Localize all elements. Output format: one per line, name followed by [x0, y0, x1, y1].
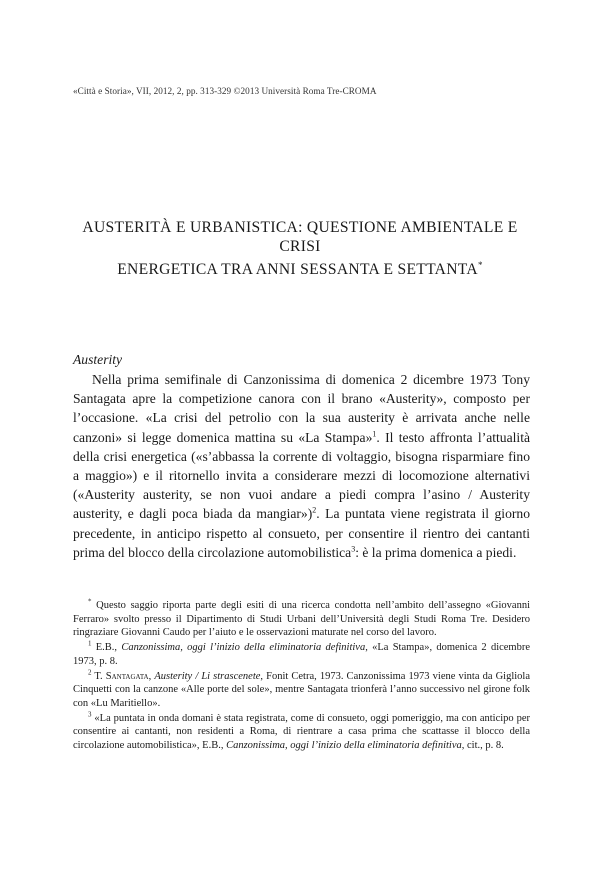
title-footnote-mark: *: [477, 260, 483, 270]
footnote-1-author: E.B.,: [91, 642, 122, 654]
footnote-star: [73, 599, 530, 640]
footnote-1-article-title: Canzonissima, oggi l’inizio della eliminatoria definitiva: [121, 642, 366, 654]
footnote-3-article-title: Canzonissima, oggi l’inizio della eliminatoria definitiva: [226, 740, 462, 752]
footnote-2-initial: T.: [91, 670, 106, 682]
article-title: [60, 219, 540, 280]
footnote-3-source: , cit., p. 8.: [461, 740, 504, 752]
body-paragraph: [73, 370, 530, 562]
body-sentence-4: : è la prima domenica a piedi.: [355, 544, 517, 560]
footnote-2-mark: 2: [88, 668, 92, 677]
footnote-3-mark: 3: [88, 710, 92, 719]
footnote-1-source: , «La Stampa», domenica 2 dicembre 1973, p. 8.: [73, 642, 531, 667]
footnote-2-surname: Santagata: [105, 670, 149, 682]
footnote-2: [73, 670, 530, 711]
footnote-2-text: , Fonit Cetra, 1973. Canzonissima 1973 viene vinta da Gigliola Cinquetti con la canzone «Alle porte del sole», mentre Santagata trionferà l’anno successivo nel girone folk con «Lu Maritiello».: [73, 670, 530, 709]
footnote-star-text: Questo saggio riporta parte degli esiti di una ricerca condotta nell’ambito dell’assegno «Giovanni Ferraro» svolto presso il Dipartimento di Studi Urbani dell’Università degli Studi Roma Tre. Desidero ringraziare Giovanni Caudo per l’aiuto e le osservazioni maturate nel corso del lavoro.: [73, 600, 530, 639]
body-text: [73, 370, 530, 562]
body-sentence-1: Nella prima semifinale di Canzonissima di domenica 2 dicembre 1973 Tony Santagata apre la competizione canora con il brano «Austerity», composto per l’occasione. «La crisi del petrolio con la sua austerity è arrivata anche nelle canzoni» si legge domenica mattina su «La Stampa»: [73, 372, 530, 445]
body-sentence-2: . Il testo affronta l’attualità della crisi energetica («s’abbassa la corrente di voltaggio, bisogna risparmiare fino a maggio») e il ritornello invita a considerare mezzi di locomozione alternativi («Austerity austerity, se non vuoi andare a piedi compra l’asino / Austerity austerity, e dagli poca biada da mangiar»): [73, 429, 531, 522]
footnote-3-quote: «La puntata in onda domani è stata registrata, come di consueto, oggi pomeriggio, ma con anticipo per consentire ai cantanti, non residenti a Roma, di rientrare a casa prima che scattasse il blocco della circolazione automobilistica», E.B.,: [73, 712, 530, 752]
title-line-1: AUSTERITÀ E URBANISTICA: QUESTIONE AMBIENTALE E CRISI: [82, 219, 518, 255]
footnote-ref-1: 1: [372, 429, 377, 439]
footnote-1: [73, 641, 530, 668]
footnote-2-work-title: Austerity / Li strascenete: [154, 670, 261, 682]
running-head: «Città e Storia», VII, 2012, 2, pp. 313-329 ©2013 Università Roma Tre-CROMA: [73, 86, 377, 96]
footnote-3: [73, 712, 530, 753]
section-heading: Austerity: [73, 352, 123, 367]
footnote-2-sep: ,: [148, 670, 155, 682]
footnote-1-mark: 1: [88, 639, 92, 648]
footnote-star-mark: *: [88, 597, 92, 606]
title-line-2: ENERGETICA TRA ANNI SESSANTA E SETTANTA: [117, 261, 478, 279]
footnote-ref-2: 2: [312, 505, 317, 515]
body-sentence-3: . La puntata viene registrata il giorno precedente, in anticipo rispetto al consueto, per consentire il rientro dei cantanti prima del blocco della circolazione automobilistica: [73, 506, 530, 560]
footnote-ref-3: 3: [351, 544, 356, 554]
footnotes: [73, 599, 530, 754]
